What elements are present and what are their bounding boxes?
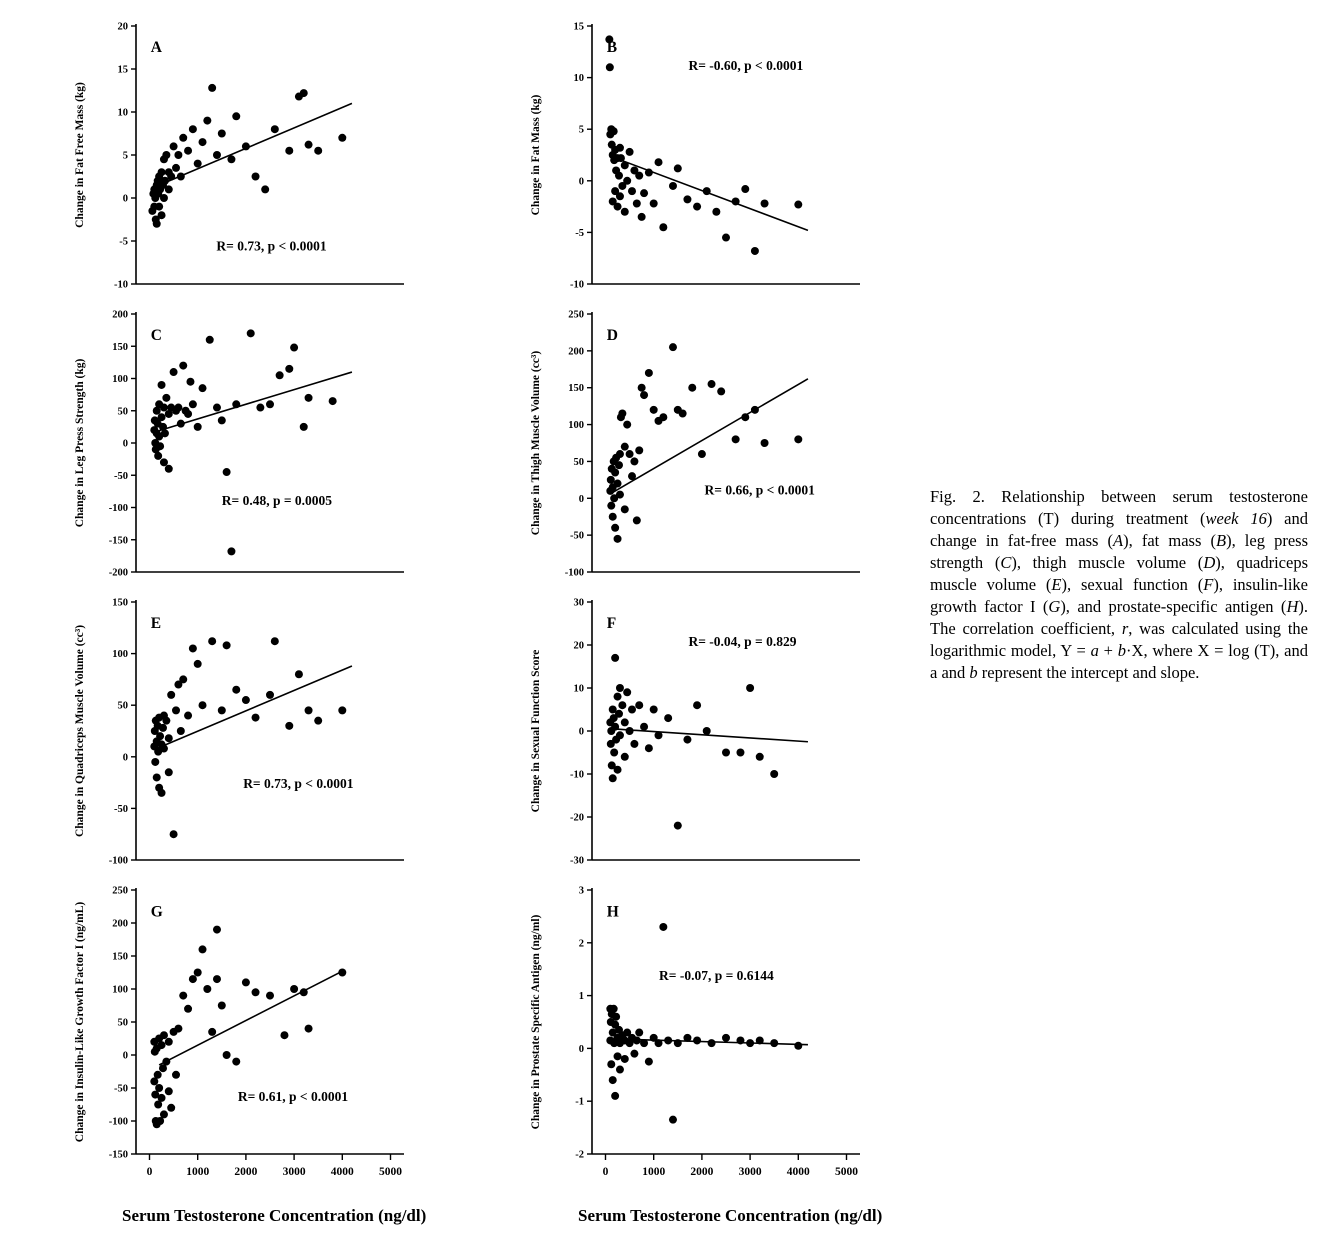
y-tick-labels (109, 598, 136, 867)
svg-text:-1: -1 (575, 1096, 584, 1108)
y-axis-label: Change in Fat Mass (kg) (530, 94, 542, 216)
svg-text:0: 0 (122, 1050, 128, 1062)
svg-text:50: 50 (573, 456, 584, 468)
caption-segment: ), thigh muscle volume ( (1011, 552, 1204, 572)
svg-text:0: 0 (578, 1043, 584, 1055)
svg-text:150: 150 (568, 383, 584, 395)
panel-f-sexual-function (526, 590, 872, 878)
svg-text:-50: -50 (570, 530, 584, 542)
caption-segment: E (1051, 574, 1062, 594)
y-tick-labels (114, 22, 136, 291)
svg-text:4000: 4000 (786, 1166, 810, 1178)
svg-text:100: 100 (112, 649, 128, 661)
svg-text:0: 0 (602, 1166, 609, 1178)
y-axis-label: Change in Quadriceps Muscle Volume (cc³) (74, 624, 86, 838)
svg-text:-5: -5 (575, 227, 584, 239)
data-points (606, 654, 778, 830)
y-axis-label: Change in Fat Free Mass (kg) (74, 82, 86, 228)
data-points (150, 326, 336, 555)
svg-text:5000: 5000 (835, 1166, 859, 1178)
caption-segment: ), sexual function ( (1061, 574, 1204, 594)
scatter-plot-a (70, 14, 416, 302)
svg-text:0: 0 (122, 438, 128, 450)
panel-letter: E (150, 614, 162, 632)
caption-segment: represent the intercept and slope. (977, 662, 1200, 682)
caption-segment: F (1203, 574, 1214, 594)
caption-segment: + (1098, 640, 1118, 660)
caption-segment: C (1000, 552, 1012, 572)
svg-text:2000: 2000 (234, 1166, 258, 1178)
caption-segment: ·X, where X = log (T), and a and (930, 640, 1308, 682)
y-axis-label: Change in Insulin-Like Growth Factor I (ng/mL) (74, 901, 86, 1143)
svg-text:0: 0 (122, 752, 128, 764)
panel-h-psa (526, 878, 872, 1200)
scatter-plot-e (70, 590, 416, 878)
left-plot-column (70, 14, 427, 1226)
svg-text:-5: -5 (119, 236, 128, 248)
caption-segment: ) and change in fat-free mass ( (930, 508, 1309, 550)
svg-text:250: 250 (568, 309, 584, 321)
svg-text:3: 3 (578, 885, 584, 897)
y-axis-label: Change in Thigh Muscle Volume (cc³) (530, 350, 542, 536)
svg-text:5: 5 (578, 124, 584, 136)
y-tick-labels (570, 598, 592, 867)
scatter-plot-d (526, 302, 872, 590)
svg-text:-10: -10 (570, 769, 584, 781)
y-axis-label: Change in Leg Press Strength (kg) (74, 358, 86, 528)
svg-text:50: 50 (117, 700, 128, 712)
svg-text:100: 100 (112, 374, 128, 385)
y-axis-label: Change in Prostate Specific Antigen (ng/ml) (530, 914, 542, 1130)
correlation-annotation: R= 0.73, p < 0.0001 (243, 775, 354, 791)
panel-e-quadriceps-volume (70, 590, 416, 878)
panel-a-fat-free-mass (70, 14, 416, 302)
panel-b-fat-mass (526, 14, 872, 302)
panel-letter: H (606, 903, 619, 921)
svg-text:-50: -50 (114, 470, 128, 482)
svg-text:-100: -100 (108, 503, 128, 514)
svg-text:2: 2 (578, 938, 584, 950)
regression-line (159, 971, 342, 1065)
scatter-plot-f (526, 590, 872, 878)
x-axis-label-right: Serum Testosterone Concentration (ng/dl) (578, 1206, 883, 1225)
svg-text:-100: -100 (108, 1116, 128, 1128)
y-tick-labels (575, 886, 592, 1161)
caption-segment: , was calculated using the logarithmic model, Y = (930, 618, 1308, 660)
svg-text:150: 150 (112, 597, 128, 609)
svg-text:200: 200 (112, 309, 128, 321)
figure-caption (930, 486, 1308, 683)
axes (136, 888, 404, 1154)
svg-text:0: 0 (578, 493, 584, 505)
svg-text:-50: -50 (114, 803, 128, 815)
svg-text:50: 50 (117, 1017, 128, 1029)
caption-segment: a (1090, 640, 1099, 660)
caption-segment: ), insulin-like growth factor I ( (930, 574, 1308, 616)
svg-text:1: 1 (578, 991, 584, 1003)
svg-text:5000: 5000 (379, 1166, 403, 1178)
panel-letter: A (150, 38, 162, 56)
panel-letter: B (606, 38, 618, 56)
correlation-annotation: R= 0.66, p < 0.0001 (704, 482, 815, 498)
svg-text:100: 100 (112, 984, 128, 996)
svg-text:10: 10 (117, 107, 128, 119)
data-points (150, 637, 346, 838)
scatter-plot-h (526, 878, 872, 1200)
panel-letter: F (606, 614, 617, 632)
svg-text:3000: 3000 (282, 1166, 306, 1178)
x-axis-label-left: Serum Testosterone Concentration (ng/dl) (122, 1206, 427, 1225)
panel-letter: C (150, 326, 162, 344)
svg-text:150: 150 (112, 341, 128, 353)
svg-text:1000: 1000 (642, 1166, 666, 1178)
svg-text:0: 0 (146, 1166, 153, 1178)
caption-segment: Fig. 2. Relationship between serum testosterone concentrations (T) during treatment ( (930, 487, 1308, 528)
svg-text:-100: -100 (564, 567, 584, 579)
y-tick-labels (109, 886, 136, 1161)
svg-text:-150: -150 (108, 1149, 128, 1161)
axes (592, 888, 860, 1154)
svg-text:-100: -100 (108, 855, 128, 867)
svg-text:4000: 4000 (330, 1166, 354, 1178)
svg-text:15: 15 (117, 64, 128, 76)
svg-text:-50: -50 (114, 1083, 128, 1095)
svg-text:-10: -10 (114, 279, 128, 291)
correlation-annotation: R= 0.48, p = 0.0005 (221, 492, 333, 508)
correlation-annotation: R= -0.07, p = 0.6144 (659, 967, 774, 983)
caption-segment: r (1121, 618, 1129, 638)
scatter-plot-b (526, 14, 872, 302)
caption-segment: ), leg press strength ( (930, 530, 1308, 572)
caption-column (930, 14, 1308, 683)
svg-text:200: 200 (568, 346, 584, 358)
scatter-plot-c (70, 302, 416, 590)
svg-text:10: 10 (573, 73, 584, 85)
y-tick-labels (109, 310, 136, 579)
correlation-annotation: R= -0.04, p = 0.829 (688, 633, 797, 649)
data-points (606, 923, 802, 1124)
caption-segment: B (1215, 530, 1227, 550)
svg-text:50: 50 (117, 406, 128, 418)
scatter-plot-g (70, 878, 416, 1200)
y-tick-labels (565, 310, 592, 579)
svg-text:0: 0 (122, 193, 128, 205)
x-tick-labels (603, 1154, 859, 1178)
svg-text:250: 250 (112, 885, 128, 897)
svg-text:3000: 3000 (738, 1166, 762, 1178)
caption-segment: ). The correlation coefficient, (930, 596, 1308, 638)
data-points (148, 84, 346, 228)
regression-line (157, 372, 352, 431)
caption-segment: ), quadriceps muscle volume ( (930, 552, 1308, 594)
right-plot-column (526, 14, 883, 1226)
svg-text:2000: 2000 (690, 1166, 714, 1178)
svg-text:0: 0 (578, 726, 584, 738)
y-axis-label: Change in Sexual Function Score (530, 649, 542, 813)
correlation-annotation: R= 0.61, p < 0.0001 (237, 1089, 349, 1105)
caption-segment: A (1113, 530, 1124, 550)
panel-d-thigh-volume (526, 302, 872, 590)
svg-text:0: 0 (578, 176, 584, 188)
y-tick-labels (570, 22, 592, 291)
svg-text:20: 20 (117, 21, 128, 33)
data-points (606, 343, 802, 543)
axes (592, 312, 860, 572)
caption-segment: b (1117, 640, 1127, 660)
svg-text:-30: -30 (570, 855, 584, 867)
axes (136, 312, 404, 572)
panel-c-leg-press-strength (70, 302, 416, 590)
caption-segment: D (1203, 552, 1216, 572)
svg-text:150: 150 (112, 951, 128, 963)
caption-segment: ), fat mass ( (1123, 530, 1216, 550)
caption-segment: ), and prostate-specific antigen ( (1060, 596, 1287, 616)
svg-text:5: 5 (122, 150, 128, 162)
svg-text:15: 15 (573, 21, 584, 33)
correlation-annotation: R= 0.73, p < 0.0001 (216, 238, 327, 254)
svg-text:100: 100 (568, 420, 584, 432)
svg-text:-150: -150 (108, 535, 128, 547)
caption-segment: G (1048, 596, 1061, 616)
svg-text:1000: 1000 (186, 1166, 210, 1178)
svg-text:20: 20 (573, 640, 584, 652)
svg-text:-200: -200 (108, 567, 128, 579)
panel-letter: G (150, 903, 163, 921)
x-tick-labels (147, 1154, 403, 1178)
svg-text:-10: -10 (570, 279, 584, 291)
svg-text:30: 30 (573, 597, 584, 609)
axes (136, 600, 404, 860)
caption-segment: b (969, 662, 978, 682)
svg-text:10: 10 (573, 683, 584, 695)
svg-text:200: 200 (112, 918, 128, 930)
correlation-annotation: R= -0.60, p < 0.0001 (688, 57, 804, 73)
caption-segment: week 16 (1205, 508, 1267, 528)
panel-g-igf (70, 878, 416, 1200)
svg-text:-2: -2 (575, 1149, 584, 1161)
panel-letter: D (606, 326, 618, 344)
caption-segment: H (1286, 596, 1299, 616)
svg-text:-20: -20 (570, 812, 584, 824)
